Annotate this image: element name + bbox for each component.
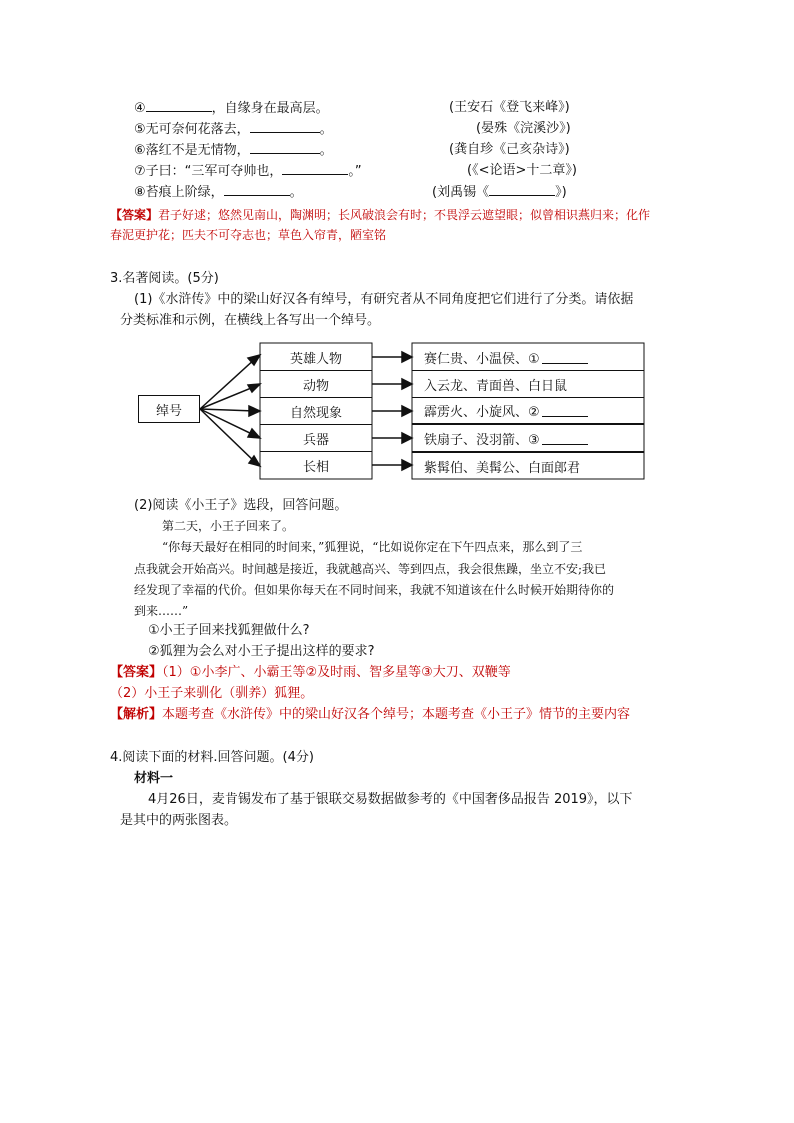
poem-line-6: ⑥落红不是无情物， 。 — [134, 143, 333, 158]
answer-blank[interactable] — [542, 404, 588, 417]
excerpt-line-4: 经发现了幸福的代价。但如果你每天在不同时间来，我就不知道该在什么时候开始期待你的 — [134, 583, 615, 597]
answer-text: （1）①小李广、小霸王等②及时雨、智多星等③大刀、双鞭等 — [162, 665, 511, 680]
poem-source-7: (《<论语>十二章》) — [467, 163, 577, 178]
analysis-label: 【解析】 — [110, 707, 163, 722]
diagram-root-nickname: 绰号 — [138, 395, 200, 423]
example-appearance: 紫髯伯、美髯公、白面郎君 — [412, 452, 644, 479]
category-weapons: 兵器 — [260, 425, 372, 452]
category-appearance: 长相 — [302, 460, 329, 475]
excerpt-line-3: 点我就会开始高兴。时间越是接近，我就越高兴、等到四点，我会很焦躁，坐立不安;我已 — [134, 562, 607, 576]
material-one-heading: 材料一 — [134, 771, 174, 786]
answer-text: 君子好逑；悠然见南山，陶渊明；长风破浪会有时；不畏浮云遮望眼；似曾相识燕归来；化作 — [158, 208, 651, 222]
answer-blank[interactable] — [542, 351, 588, 364]
answer-text-line2: 春泥更护花；匹夫不可夺志也；草色入帘青，陋室铭 — [110, 228, 387, 242]
poem-source-8: (刘禹锡《 》) — [432, 185, 567, 200]
example-natural-phenomena: 霹雳火、小旋风、② — [412, 398, 644, 425]
material-one-text: 4月26日，麦肯锡发布了基于银联交易数据做参考的《中国奢侈品报告 2019》，以下 — [148, 792, 633, 807]
material-one-text-line2: 是其中的两张图表。 — [120, 813, 238, 828]
answer-text-line2: （2）小王子来驯化（驯养）狐狸。 — [110, 686, 314, 701]
answer-blank[interactable] — [542, 432, 588, 445]
sub-question-1: ①小王子回来找狐狸做什么? — [148, 623, 310, 638]
category-animals: 动物 — [260, 371, 372, 398]
poem-line-8: ⑧苔痕上阶绿， 。 — [134, 185, 303, 200]
poem-line-7: ⑦子曰：“三军可夺帅也， 。” — [134, 164, 362, 179]
poem-source-6: (龚自珍《己亥杂诗》) — [449, 142, 570, 157]
poem-source-4: (王安石《登飞来峰》) — [449, 100, 570, 115]
diagram-arrows — [0, 0, 794, 500]
example-animals: 入云龙、青面兽、白日鼠 — [412, 371, 644, 398]
question-3-part2-text: (2)阅读《小王子》选段，回答问题。 — [134, 498, 348, 513]
excerpt-line-1: 第二天，小王子回来了。 — [162, 519, 295, 533]
category-natural-phenomena: 自然现象 — [260, 398, 372, 425]
poem-line-5: ⑤无可奈何花落去， 。 — [134, 122, 333, 137]
example-weapons: 铁扇子、没羽箭、③ — [412, 425, 644, 452]
category-heroes: 英雄人物 — [260, 344, 372, 371]
analysis-block-3 — [110, 706, 630, 724]
poem-line-4: ④ ，自缘身在最高层。 — [134, 101, 329, 116]
excerpt-line-5: 到来……” — [134, 604, 189, 618]
question-3-part1-text-line2: 分类标准和示例，在横线上各写出一个绰号。 — [120, 313, 381, 328]
answer-label: 【答案】 — [110, 208, 159, 222]
answer-label: 【答案】 — [110, 665, 163, 680]
excerpt-line-2: “你每天最好在相同的时间来，”狐狸说，“比如说你定在下午四点来，那么到了三 — [162, 540, 583, 554]
answer-block-3 — [110, 664, 511, 682]
question-3-title: 3.名著阅读。(5分) — [110, 271, 219, 286]
analysis-text: 本题考查《水浒传》中的梁山好汉各个绰号；本题考查《小王子》情节的主要内容 — [162, 707, 631, 722]
poem-source-5: (晏殊《浣溪沙》) — [476, 121, 571, 136]
question-3-part1-text: (1)《水浒传》中的梁山好汉各有绰号，有研究者从不同角度把它们进行了分类。请依据 — [134, 292, 634, 307]
question-4-title: 4.阅读下面的材料.回答问题。(4分) — [110, 750, 314, 765]
sub-question-2: ②狐狸为会么对小王子提出这样的要求? — [148, 644, 375, 659]
example-heroes: 赛仁贵、小温侯、① — [412, 344, 644, 371]
